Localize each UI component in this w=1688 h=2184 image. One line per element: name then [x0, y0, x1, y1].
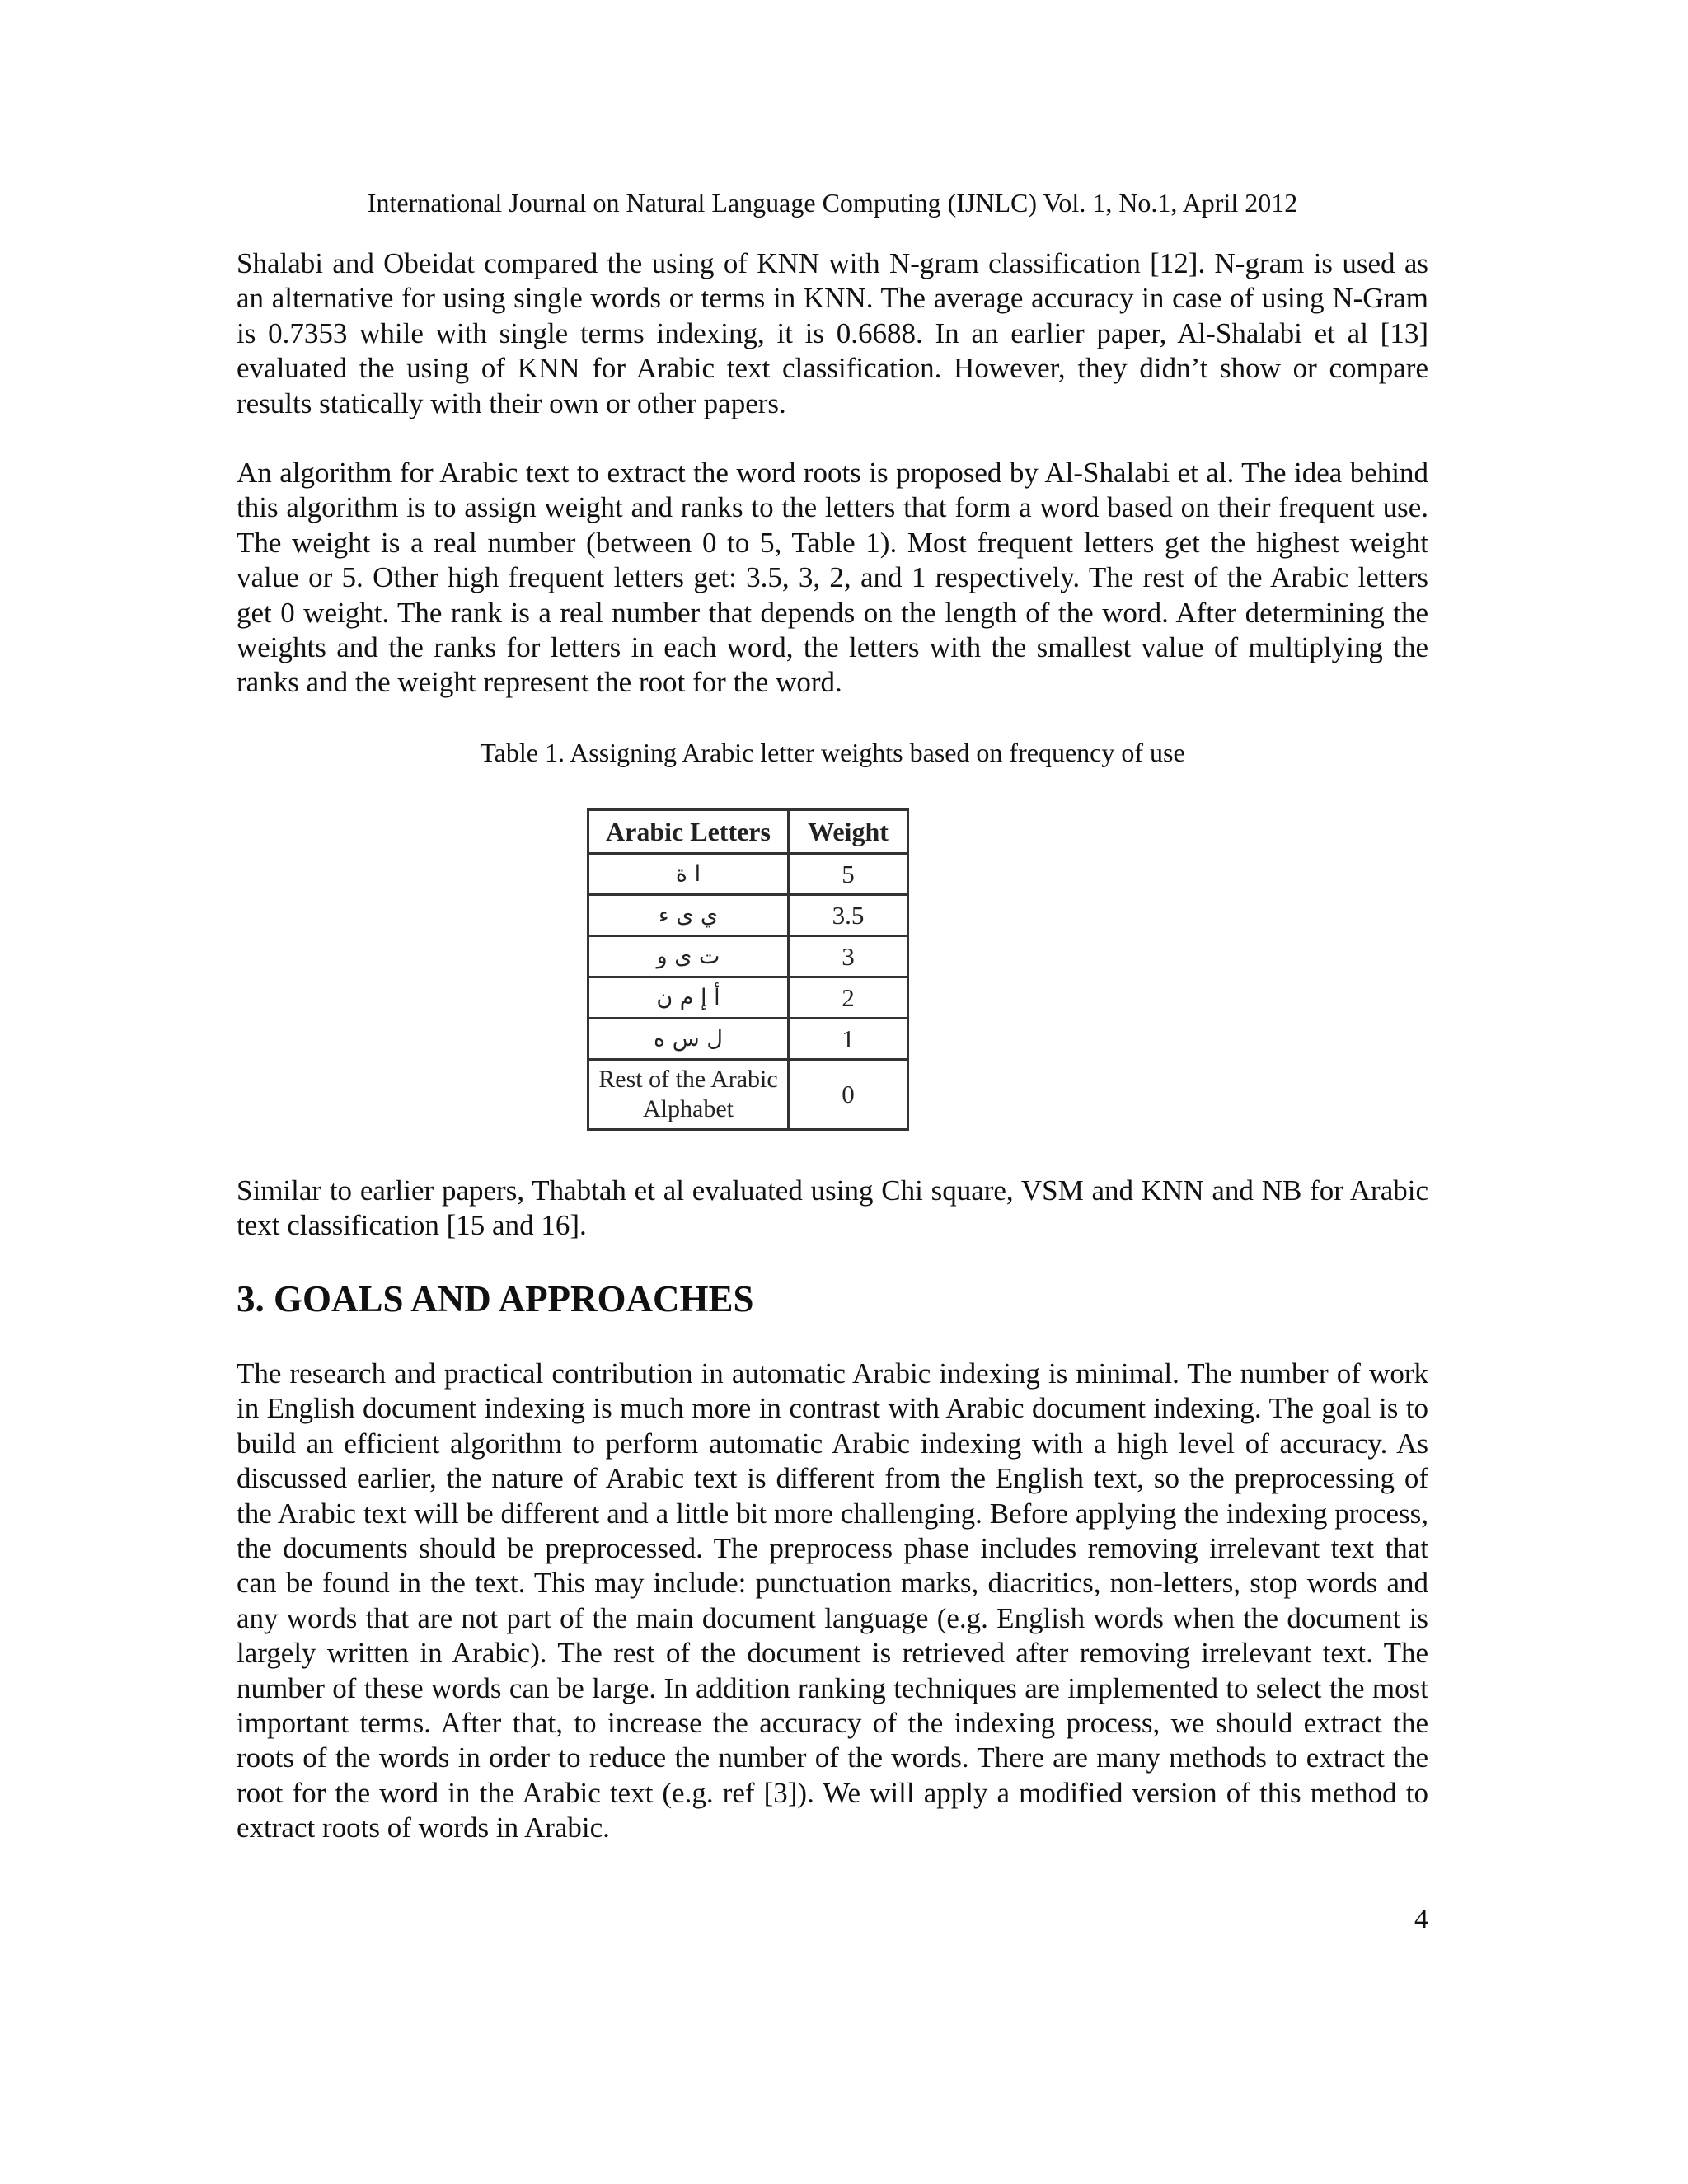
paragraph-goals: The research and practical contribution in automatic Arabic indexing is minimal. The number of work in English document indexing is much more in contrast with Arabic document indexing. The goal is to build an efficient algorithm to perform automatic Arabic indexing with a high level of accuracy. As discussed earlier, the nature of Arabic text is different from the English text, so the preprocessing of the Arabic text will be different and a little bit more challenging. Before applying the indexing process, the documents should be preprocessed. The preprocess phase includes removing irrelevant text that can be found in the text. This may include: punctuation marks, diacritics, non-letters, stop words and any words that are not part of the main document language (e.g. English words when the document is largely written in Arabic). The rest of the document is retrieved after removing irrelevant text. The number of these words can be large. In addition ranking techniques are implemented to select the most important terms. After that, to increase the accuracy of the indexing process, we should extract the roots of the words in order to reduce the number of the words. There are many methods to extract the root for the word in the Arabic text (e.g. ref [3]). We will apply a modified version of this method to extract roots of words in Arabic.: [237, 1357, 1428, 1844]
header-arabic-letters: Arabic Letters: [588, 810, 789, 854]
letters-cell: ا ة: [588, 854, 789, 895]
table-row: [588, 936, 908, 977]
weight-cell: 3: [789, 936, 908, 977]
table-row: [588, 1060, 908, 1130]
table-header-row: [588, 810, 908, 854]
table-row: [588, 977, 908, 1019]
page-number: 4: [1414, 1904, 1428, 1934]
table-row: [588, 854, 908, 895]
letters-cell: ل س ه: [588, 1019, 789, 1060]
weight-cell: 3.5: [789, 895, 908, 936]
table-row: [588, 895, 908, 936]
weight-cell: 0: [789, 1060, 908, 1130]
letters-cell: ت ى و: [588, 936, 789, 977]
header-weight: Weight: [789, 810, 908, 854]
paragraph-thabtah: Similar to earlier papers, Thabtah et al evaluated using Chi square, VSM and KNN and NB for Arabic text classification [15 and 16].: [237, 1174, 1428, 1242]
letter-weights-table: [587, 808, 909, 1131]
letters-cell: أ إ م ن: [588, 977, 789, 1019]
weight-cell: 2: [789, 977, 908, 1019]
table-row: [588, 1019, 908, 1060]
table-caption: Table 1. Assigning Arabic letter weights based on frequency of use: [480, 738, 1185, 767]
section-heading: 3. GOALS AND APPROACHES: [237, 1278, 754, 1319]
letters-cell: ي ى ء: [588, 895, 789, 936]
letters-cell: Rest of the Arabic Alphabet: [588, 1060, 789, 1130]
weight-cell: 5: [789, 854, 908, 895]
running-header: International Journal on Natural Language Computing (IJNLC) Vol. 1, No.1, April 2012: [367, 188, 1298, 218]
paragraph-knn-ngram: Shalabi and Obeidat compared the using of KNN with N-gram classification [12]. N-gram is used as an alternative for using single words or terms in KNN. The average accuracy in case of using N-Gram is 0.7353 while with single terms indexing, it is 0.6688. In an earlier paper, Al-Shalabi et al [13] evaluated the using of KNN for Arabic text classification. However, they didn’t show or compare results statically with their own or other papers.: [237, 247, 1428, 419]
weight-cell: 1: [789, 1019, 908, 1060]
paragraph-root-extraction: An algorithm for Arabic text to extract the word roots is proposed by Al-Shalabi et al. The idea behind this algorithm is to assign weight and ranks to the letters that form a word based on their frequent use. The weight is a real number (between 0 to 5, Table 1). Most frequent letters get the highest weight value or 5. Other high frequent letters get: 3.5, 3, 2, and 1 respectively. The rest of the Arabic letters get 0 weight. The rank is a real number that depends on the length of the word. After determining the weights and the ranks for letters in each word, the letters with the smallest value of multiplying the ranks and the weight represent the root for the word.: [237, 457, 1428, 699]
